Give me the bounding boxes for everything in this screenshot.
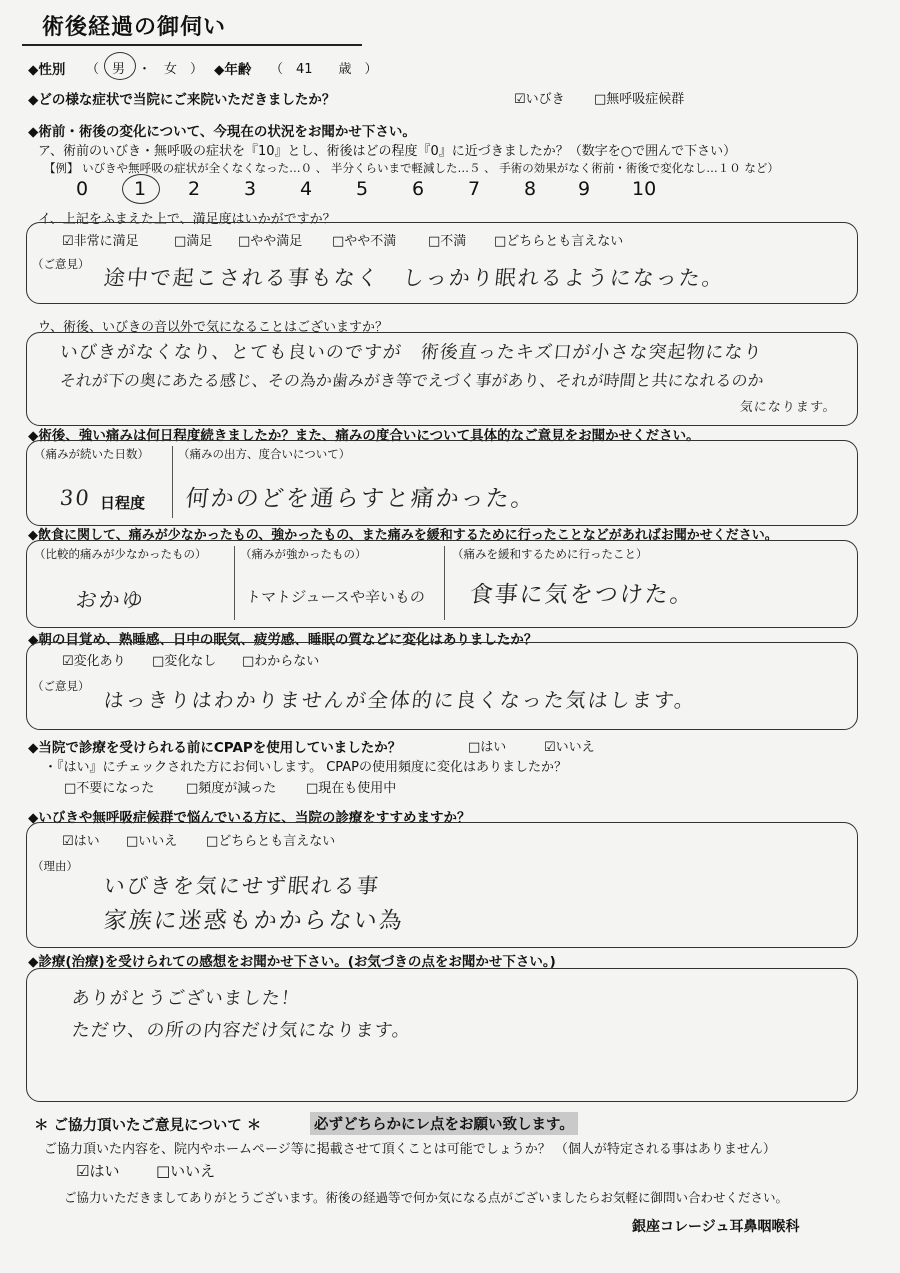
q6-still-using-checkbox[interactable]: □現在も使用中: [306, 781, 397, 796]
scale-7[interactable]: 7: [468, 178, 481, 200]
q2c-answer-line1: いびきがなくなり、とても良いのですが 術後直ったキズ口が小さな突起物になり: [58, 342, 764, 363]
q2c-question: ウ、術後、いびきの音以外で気になることはございますか？: [38, 320, 388, 335]
q4-question: ◆飲食に関して、痛みが少なかったもの、強かったもの、また痛みを緩和するために行ったことなどがあればお聞かせください。: [28, 528, 778, 543]
q6-unnecessary-checkbox[interactable]: □不要になった: [64, 781, 155, 796]
q2b-satisfied-checkbox[interactable]: □満足: [174, 234, 213, 249]
q4-col3-label: （痛みを緩和するために行ったこと）: [452, 547, 648, 561]
q6-question: ◆当院で診療を受けられる前にCPAPを使用していましたか？: [28, 740, 402, 756]
coop-question: ご協力頂いた内容を、院内やホームページ等に掲載させて頂くことは可能でしょうか？ （個人が特定される事はありません）: [44, 1142, 776, 1157]
coop-yes-checkbox[interactable]: ☑はい: [76, 1162, 120, 1180]
sex-label: ◆性別: [28, 62, 66, 78]
q2b-somewhat-dissatisfied-checkbox[interactable]: □やや不満: [332, 234, 397, 249]
q5-opinion-label: （ご意見）: [32, 679, 90, 693]
q2c-answer-line3: 気になります。: [739, 400, 838, 415]
q3-days-unit: 日程度: [100, 494, 146, 512]
q4-divider-1: [234, 546, 235, 620]
q4-col1-answer: おかゆ: [74, 588, 147, 612]
sex-options: （ 男 ・ 女 ）: [86, 62, 204, 77]
q5-changed-checkbox[interactable]: ☑変化あり: [62, 654, 126, 669]
q5-unknown-checkbox[interactable]: □わからない: [242, 654, 320, 669]
q7-neither-checkbox[interactable]: □どちらとも言えない: [206, 834, 336, 849]
page-title: 術後経過の御伺い: [42, 15, 227, 40]
q4-col1-label: （比較的痛みが少なかったもの）: [34, 547, 207, 561]
q7-reason-line2: 家族に迷惑もかからない為: [102, 908, 406, 934]
q3-days-label: （痛みが続いた日数）: [34, 447, 149, 461]
q7-question: ◆いびきや無呼吸症候群で悩んでいる方に、当院の診療をすすめますか？: [28, 810, 471, 826]
q4-divider-2: [444, 546, 445, 620]
scale-3[interactable]: 3: [244, 178, 257, 200]
scale-10[interactable]: 10: [632, 178, 657, 200]
q3-days-value: 30: [58, 486, 92, 510]
q2b-very-satisfied-checkbox[interactable]: ☑非常に満足: [62, 234, 139, 249]
q3-degree-answer: 何かのどを通らすと痛かった。: [184, 486, 538, 512]
q5-opinion-answer: はっきりはわかりませんが全体的に良くなった気はします。: [102, 688, 698, 712]
q1-question: ◆どの様な症状で当院にご来院いただきましたか？: [28, 92, 336, 108]
scale-selected-circle: [122, 174, 160, 204]
q8-answer-line1: ありがとうございました！: [70, 988, 301, 1009]
scale-1[interactable]: 1: [134, 178, 147, 200]
q2b-dissatisfied-checkbox[interactable]: □不満: [428, 234, 467, 249]
scale-9[interactable]: 9: [578, 178, 591, 200]
q8-question: ◆診療(治療)を受けられての感想をお聞かせ下さい。(お気づきの点をお聞かせ下さい。): [28, 954, 556, 970]
q2b-somewhat-satisfied-checkbox[interactable]: □やや満足: [238, 234, 303, 249]
coop-no-checkbox[interactable]: □いいえ: [156, 1162, 216, 1180]
scale-0[interactable]: 0: [76, 178, 89, 200]
age-value: （ 41 歳 ）: [270, 62, 378, 77]
scale-6[interactable]: 6: [412, 178, 425, 200]
scale-8[interactable]: 8: [524, 178, 537, 200]
sex-male-circle: [104, 52, 136, 80]
q4-col2-label: （痛みが強かったもの）: [240, 547, 367, 561]
q1-apnea-checkbox[interactable]: □無呼吸症候群: [594, 92, 685, 107]
q2b-neither-checkbox[interactable]: □どちらとも言えない: [494, 234, 624, 249]
q7-reason-label: （理由）: [32, 859, 78, 873]
q7-yes-checkbox[interactable]: ☑はい: [62, 834, 100, 849]
age-label: ◆年齢: [214, 62, 252, 78]
q2-question: ◆術前・術後の変化について、今現在の状況をお聞かせ下さい。: [28, 124, 416, 140]
q2b-opinion-answer: 途中で起こされる事もなく しっかり眠れるようになった。: [102, 266, 727, 290]
q6-yes-checkbox[interactable]: □はい: [468, 740, 507, 755]
q6-reduced-checkbox[interactable]: □頻度が減った: [186, 781, 277, 796]
scale-4[interactable]: 4: [300, 178, 313, 200]
q4-col3-answer: 食事に気をつけた。: [468, 582, 697, 608]
q1-snoring-checkbox[interactable]: ☑いびき: [514, 92, 565, 107]
q4-col2-answer: トマトジュースや辛いもの: [245, 588, 426, 606]
q2a-example: 【例】 いびきや無呼吸の症状が全くなくなった…０ 、 半分くらいまで軽減した…５ 、 手術の効果がなく術前・術後で変化なし…１０ など）: [44, 161, 779, 175]
q2b-question: イ、上記をふまえた上で、満足度はいかがですか？: [38, 212, 336, 227]
q8-answer-line2: ただウ、の所の内容だけ気になります。: [70, 1020, 413, 1041]
coop-title: ＊ ご協力頂いたご意見について ＊: [34, 1118, 262, 1134]
q2b-opinion-label: （ご意見）: [32, 257, 90, 271]
scale-2[interactable]: 2: [188, 178, 201, 200]
thanks-message: ご協力いただきましてありがとうございます。術後の経過等で何か気になる点がございましたらお気軽に御問い合わせください。: [64, 1190, 789, 1205]
q2c-answer-line2: それが下の奥にあたる感じ、その為か歯みがき等でえづく事があり、それが時間と共になれるのか: [58, 371, 765, 390]
coop-title-emphasis: 必ずどちらかにレ点をお願い致します。: [310, 1112, 578, 1135]
q3-degree-label: （痛みの出方、度合いについて）: [178, 447, 351, 461]
q6-no-checkbox[interactable]: ☑いいえ: [544, 740, 595, 755]
q5-question: ◆朝の目覚め、熟睡感、日中の眠気、疲労感、睡眠の質などに変化はありましたか？: [28, 632, 538, 648]
q3-divider: [172, 446, 173, 518]
q6-sub-question: ・『はい』にチェックされた方にお伺いします。 CPAPの使用頻度に変化はありましたか？: [44, 760, 568, 775]
q5-no-change-checkbox[interactable]: □変化なし: [152, 654, 217, 669]
scale-5[interactable]: 5: [356, 178, 369, 200]
q3-question: ◆術後、強い痛みは何日程度続きましたか？また、痛みの度合いについて具体的なご意見をお聞かせください。: [28, 428, 700, 444]
q2a-question: ア、術前のいびき・無呼吸の症状を『10』とし、術後はどの程度『0』に近づきましたか？（数字を○で囲んで下さい）: [38, 144, 737, 159]
clinic-name: 銀座コレージュ耳鼻咽喉科: [632, 1219, 800, 1235]
q7-reason-line1: いびきを気にせず眠れる事: [102, 874, 382, 898]
title-underline: [22, 44, 362, 46]
q7-no-checkbox[interactable]: □いいえ: [126, 834, 178, 849]
